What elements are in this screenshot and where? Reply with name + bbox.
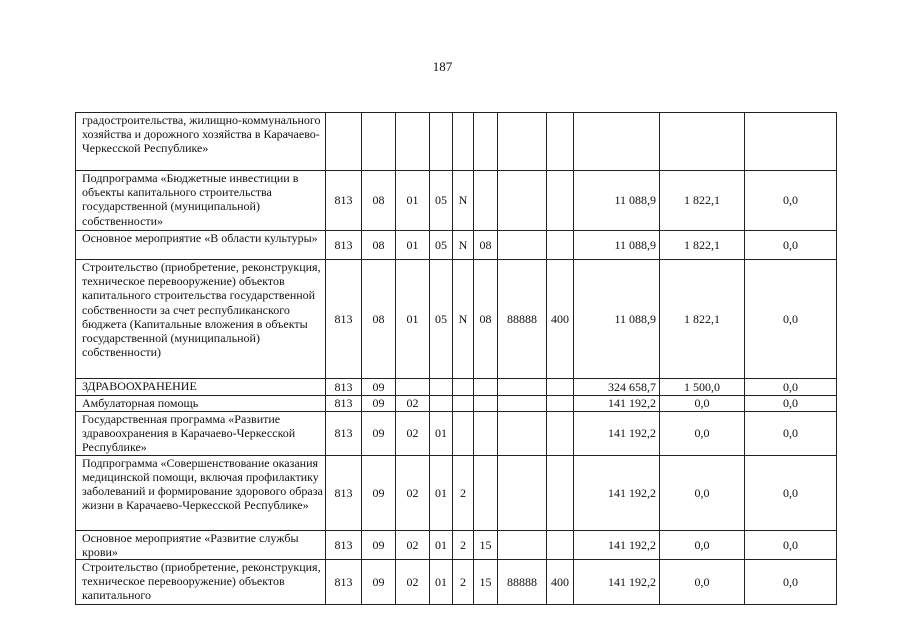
section-code-cell: 08 [362,231,396,260]
sum-year2-cell: 1 500,0 [660,379,745,396]
expense-type-cell [547,231,574,260]
section-code-cell: 08 [362,171,396,231]
event-code-cell: 08 [474,260,498,379]
direction-code-cell [498,455,547,530]
sum-year2-cell [660,113,745,171]
table-row [76,171,837,231]
row-name-cell: Государственная программа «Развитие здравоохранения в Карачаево-Черкесской Республике» [76,412,326,456]
section-code-cell: 09 [362,379,396,396]
sum-year3-cell: 0,0 [745,412,837,456]
table-row [76,113,837,171]
subprogram-code-cell: N [453,260,474,379]
ministry-code-cell: 813 [326,455,362,530]
section-code-cell: 09 [362,455,396,530]
ministry-code-cell: 813 [326,560,362,605]
subsection-code-cell: 01 [396,171,430,231]
expense-type-cell [547,455,574,530]
direction-code-cell [498,171,547,231]
event-code-cell: 15 [474,530,498,559]
expense-type-cell: 400 [547,560,574,605]
sum-year1-cell: 11 088,9 [574,231,660,260]
ministry-code-cell: 813 [326,396,362,412]
expense-type-cell [547,171,574,231]
sum-year3-cell: 0,0 [745,396,837,412]
sum-year3-cell: 0,0 [745,530,837,559]
direction-code-cell [498,412,547,456]
ministry-code-cell: 813 [326,231,362,260]
table-row [76,412,837,456]
section-code-cell: 08 [362,260,396,379]
sum-year1-cell: 11 088,9 [574,260,660,379]
subsection-code-cell: 02 [396,412,430,456]
ministry-code-cell: 813 [326,530,362,559]
event-code-cell [474,455,498,530]
sum-year2-cell: 1 822,1 [660,260,745,379]
subprogram-code-cell: 2 [453,530,474,559]
direction-code-cell [498,231,547,260]
event-code-cell [474,113,498,171]
page-number: 187 [432,59,453,74]
expense-type-cell [547,379,574,396]
event-code-cell [474,171,498,231]
event-code-cell: 15 [474,560,498,605]
subprogram-code-cell [453,396,474,412]
program-code-cell: 05 [430,260,453,379]
program-code-cell [430,113,453,171]
ministry-code-cell: 813 [326,412,362,456]
budget-table [75,112,837,605]
sum-year1-cell: 141 192,2 [574,560,660,605]
subprogram-code-cell: 2 [453,455,474,530]
sum-year2-cell: 0,0 [660,560,745,605]
sum-year2-cell: 0,0 [660,412,745,456]
sum-year3-cell: 0,0 [745,260,837,379]
subprogram-code-cell [453,379,474,396]
ministry-code-cell: 813 [326,260,362,379]
sum-year3-cell: 0,0 [745,231,837,260]
ministry-code-cell [326,113,362,171]
row-name-cell: Подпрограмма «Бюджетные инвестиции в объекты капитального строительства государственной (муниципальной) собственности» [76,171,326,231]
section-code-cell: 09 [362,412,396,456]
program-code-cell [430,396,453,412]
section-code-cell [362,113,396,171]
sum-year1-cell: 141 192,2 [574,396,660,412]
sum-year1-cell: 141 192,2 [574,455,660,530]
row-name-cell: градостроительства, жилищно-коммунального хозяйства и дорожного хозяйства в Карачаево-Черкесской Республике» [76,113,326,171]
table-row [76,560,837,605]
sum-year2-cell: 0,0 [660,396,745,412]
program-code-cell: 05 [430,171,453,231]
event-code-cell [474,396,498,412]
subsection-code-cell: 02 [396,530,430,559]
expense-type-cell: 400 [547,260,574,379]
row-name-cell: Амбулаторная помощь [76,396,326,412]
table-row [76,231,837,260]
subprogram-code-cell: N [453,171,474,231]
ministry-code-cell: 813 [326,171,362,231]
program-code-cell: 01 [430,455,453,530]
subsection-code-cell [396,379,430,396]
program-code-cell: 01 [430,560,453,605]
section-code-cell: 09 [362,396,396,412]
sum-year3-cell: 0,0 [745,379,837,396]
subsection-code-cell: 02 [396,396,430,412]
sum-year3-cell: 0,0 [745,455,837,530]
subsection-code-cell [396,113,430,171]
row-name-cell: ЗДРАВООХРАНЕНИЕ [76,379,326,396]
subsection-code-cell: 02 [396,560,430,605]
sum-year1-cell: 11 088,9 [574,171,660,231]
sum-year1-cell: 141 192,2 [574,530,660,559]
program-code-cell: 01 [430,530,453,559]
sum-year2-cell: 0,0 [660,530,745,559]
sum-year2-cell: 1 822,1 [660,231,745,260]
sum-year3-cell [745,113,837,171]
row-name-cell: Основное мероприятие «Развитие службы крови» [76,530,326,559]
expense-type-cell [547,412,574,456]
direction-code-cell [498,379,547,396]
sum-year3-cell: 0,0 [745,560,837,605]
table-row [76,530,837,559]
ministry-code-cell: 813 [326,379,362,396]
subprogram-code-cell: 2 [453,560,474,605]
table-row [76,379,837,396]
sum-year1-cell [574,113,660,171]
direction-code-cell [498,113,547,171]
expense-type-cell [547,530,574,559]
direction-code-cell [498,530,547,559]
expense-type-cell [547,113,574,171]
event-code-cell: 08 [474,231,498,260]
direction-code-cell [498,396,547,412]
row-name-cell: Подпрограмма «Совершенствование оказания медицинской помощи, включая профилактику заболеваний и формирование здорового образа жизни в Карачаево-Черкесской Республике» [76,455,326,530]
row-name-cell: Строительство (приобретение, реконструкция, техническое перевооружение) объектов капитального строительства государственной собственности за счет республиканского бюджета (Капитальные вложения в объекты государственной (муниципальной) собственности) [76,260,326,379]
sum-year2-cell: 0,0 [660,455,745,530]
row-name-cell: Основное мероприятие «В области культуры» [76,231,326,260]
sum-year1-cell: 141 192,2 [574,412,660,456]
sum-year1-cell: 324 658,7 [574,379,660,396]
program-code-cell: 01 [430,412,453,456]
event-code-cell [474,379,498,396]
subprogram-code-cell: N [453,231,474,260]
program-code-cell: 05 [430,231,453,260]
sum-year2-cell: 1 822,1 [660,171,745,231]
section-code-cell: 09 [362,530,396,559]
subsection-code-cell: 01 [396,231,430,260]
table-row [76,260,837,379]
expense-type-cell [547,396,574,412]
subprogram-code-cell [453,113,474,171]
subsection-code-cell: 02 [396,455,430,530]
table-row [76,396,837,412]
section-code-cell: 09 [362,560,396,605]
direction-code-cell: 88888 [498,260,547,379]
subprogram-code-cell [453,412,474,456]
event-code-cell [474,412,498,456]
direction-code-cell: 88888 [498,560,547,605]
table-row [76,455,837,530]
subsection-code-cell: 01 [396,260,430,379]
program-code-cell [430,379,453,396]
sum-year3-cell: 0,0 [745,171,837,231]
row-name-cell: Строительство (приобретение, реконструкция, техническое перевооружение) объектов капитального [76,560,326,605]
